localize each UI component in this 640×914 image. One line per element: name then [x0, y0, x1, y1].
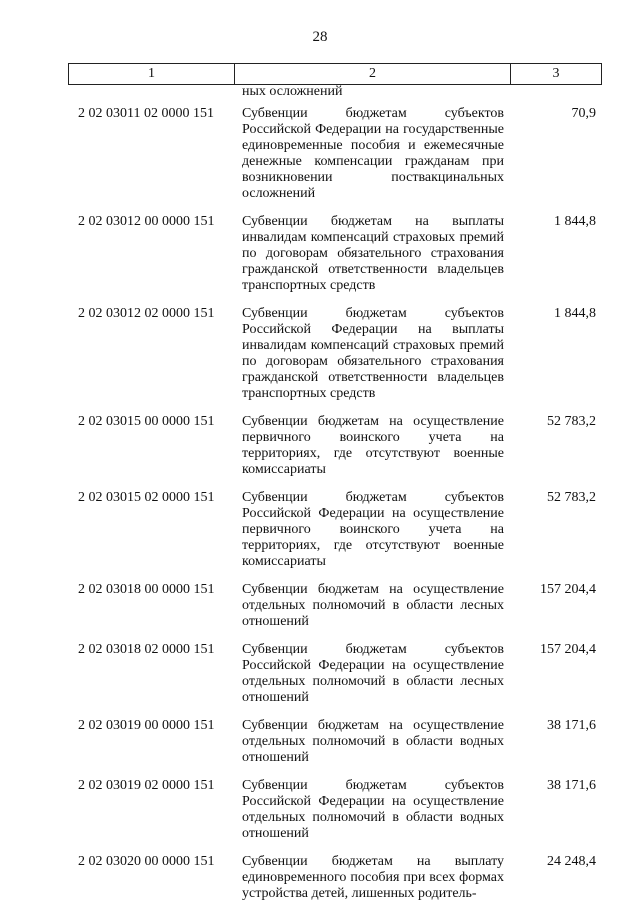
row-amount: 157 204,4	[540, 582, 596, 597]
budget-code: 2 02 03020 00 0000 151	[78, 854, 215, 869]
row-amount: 52 783,2	[547, 414, 596, 429]
row-description: Субвенции бюджетам субъектов Российской Федерации на осуществление отдельных полномочий в области водных отношений	[242, 778, 504, 841]
row-amount: 70,9	[571, 106, 596, 121]
budget-code: 2 02 03012 00 0000 151	[78, 214, 215, 229]
row-description: Субвенции бюджетам субъектов Российской Федерации на государственные единовременные пособия и ежемесячные денежные компенсации гражданам при возникновении поствакцинальных осложнений	[242, 106, 504, 201]
row-description: Субвенции бюджетам на осуществление отдельных полномочий в области лесных отношений	[242, 582, 504, 629]
row-description: Субвенции бюджетам на осуществление первичного воинского учета на территориях, где отсутствуют военные комиссариаты	[242, 414, 504, 477]
row-description: Субвенции бюджетам на выплаты инвалидам компенсаций страховых премий по договорам обязательного страхования гражданской ответственности владельцев транспортных средств	[242, 214, 504, 293]
row-amount: 38 171,6	[547, 778, 596, 793]
row-amount: 52 783,2	[547, 490, 596, 505]
header-col-1: 1	[69, 64, 235, 84]
table-row	[68, 642, 602, 706]
table-row	[68, 490, 602, 570]
row-description: Субвенции бюджетам на выплату единовременного пособия при всех формах устройства детей, лишенных родитель-	[242, 854, 504, 901]
table-row	[68, 582, 602, 630]
row-description: Субвенции бюджетам субъектов Российской Федерации на выплаты инвалидам компенсаций страховых премий по договорам обязательного страхования гражданской ответственности владельцев транспортных средств	[242, 306, 504, 401]
row-description: Субвенции бюджетам на осуществление отдельных полномочий в области водных отношений	[242, 718, 504, 765]
budget-code: 2 02 03015 00 0000 151	[78, 414, 215, 429]
budget-code: 2 02 03012 02 0000 151	[78, 306, 215, 321]
table-body	[68, 106, 602, 914]
table-row	[68, 854, 602, 902]
row-amount: 38 171,6	[547, 718, 596, 733]
table-row	[68, 214, 602, 294]
budget-code: 2 02 03019 00 0000 151	[78, 718, 215, 733]
row-description: Субвенции бюджетам субъектов Российской Федерации на осуществление первичного воинского учета на территориях, где отсутствуют военные комиссариаты	[242, 490, 504, 569]
table-row	[68, 718, 602, 766]
row-amount: 157 204,4	[540, 642, 596, 657]
table-header	[68, 63, 602, 85]
table-row	[68, 414, 602, 478]
row-amount: 24 248,4	[547, 854, 596, 869]
continuation-text: ных осложнений	[242, 84, 343, 99]
row-description: Субвенции бюджетам субъектов Российской Федерации на осуществление отдельных полномочий в области лесных отношений	[242, 642, 504, 705]
row-amount: 1 844,8	[554, 214, 596, 229]
budget-code: 2 02 03018 00 0000 151	[78, 582, 215, 597]
budget-code: 2 02 03011 02 0000 151	[78, 106, 214, 121]
table-row	[68, 106, 602, 202]
table-row	[68, 778, 602, 842]
budget-code: 2 02 03019 02 0000 151	[78, 778, 215, 793]
header-col-3: 3	[552, 66, 560, 81]
row-amount: 1 844,8	[554, 306, 596, 321]
page-number: 28	[312, 29, 328, 45]
table-row	[68, 306, 602, 402]
budget-code: 2 02 03015 02 0000 151	[78, 490, 215, 505]
header-col-2: 2	[235, 64, 511, 84]
budget-code: 2 02 03018 02 0000 151	[78, 642, 215, 657]
